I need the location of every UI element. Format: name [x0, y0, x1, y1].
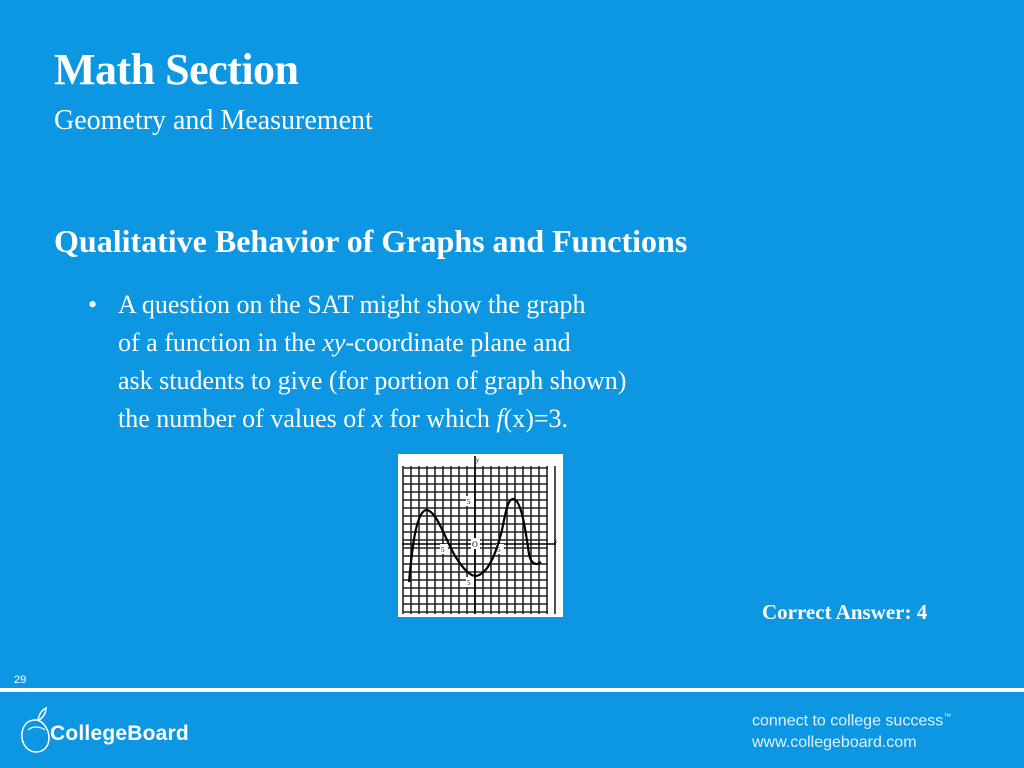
tick-label: 5 [467, 498, 471, 506]
function-graph [398, 454, 563, 617]
bullet-line-3: ask students to give (for portion of graph shown) [118, 366, 627, 395]
x-axis-label: x [554, 537, 558, 545]
bullet-line-4: the number of values of x for which f(x)=3. [118, 404, 569, 433]
tagline-text: connect to college success™ [752, 712, 952, 730]
footer-divider [0, 688, 1024, 692]
logo-text: CollegeBoard [50, 722, 189, 745]
collegeboard-logo [18, 704, 218, 756]
correct-answer: Correct Answer: 4 [762, 600, 928, 624]
bullet-item [88, 286, 626, 438]
y-axis-label: y [476, 456, 480, 464]
tick-label: 5 [467, 579, 471, 587]
bullet-line-2: of a function in the xy-coordinate plane and [118, 328, 571, 357]
slide-title: Math Section [54, 45, 299, 94]
tick-label: 5 [441, 546, 445, 554]
section-heading: Qualitative Behavior of Graphs and Functions [54, 223, 688, 259]
slide-subtitle: Geometry and Measurement [54, 105, 373, 136]
bullet-dot-icon: • [88, 290, 98, 319]
footer-url[interactable]: www.collegeboard.com [752, 734, 917, 752]
bullet-line-1: A question on the SAT might show the graph [118, 290, 586, 319]
tick-label: 5 [497, 546, 501, 554]
graph-figure [398, 454, 563, 617]
origin-label: O [472, 540, 478, 549]
page-number: 29 [14, 674, 27, 686]
footer-tagline [752, 706, 951, 754]
acorn-icon [18, 704, 52, 756]
